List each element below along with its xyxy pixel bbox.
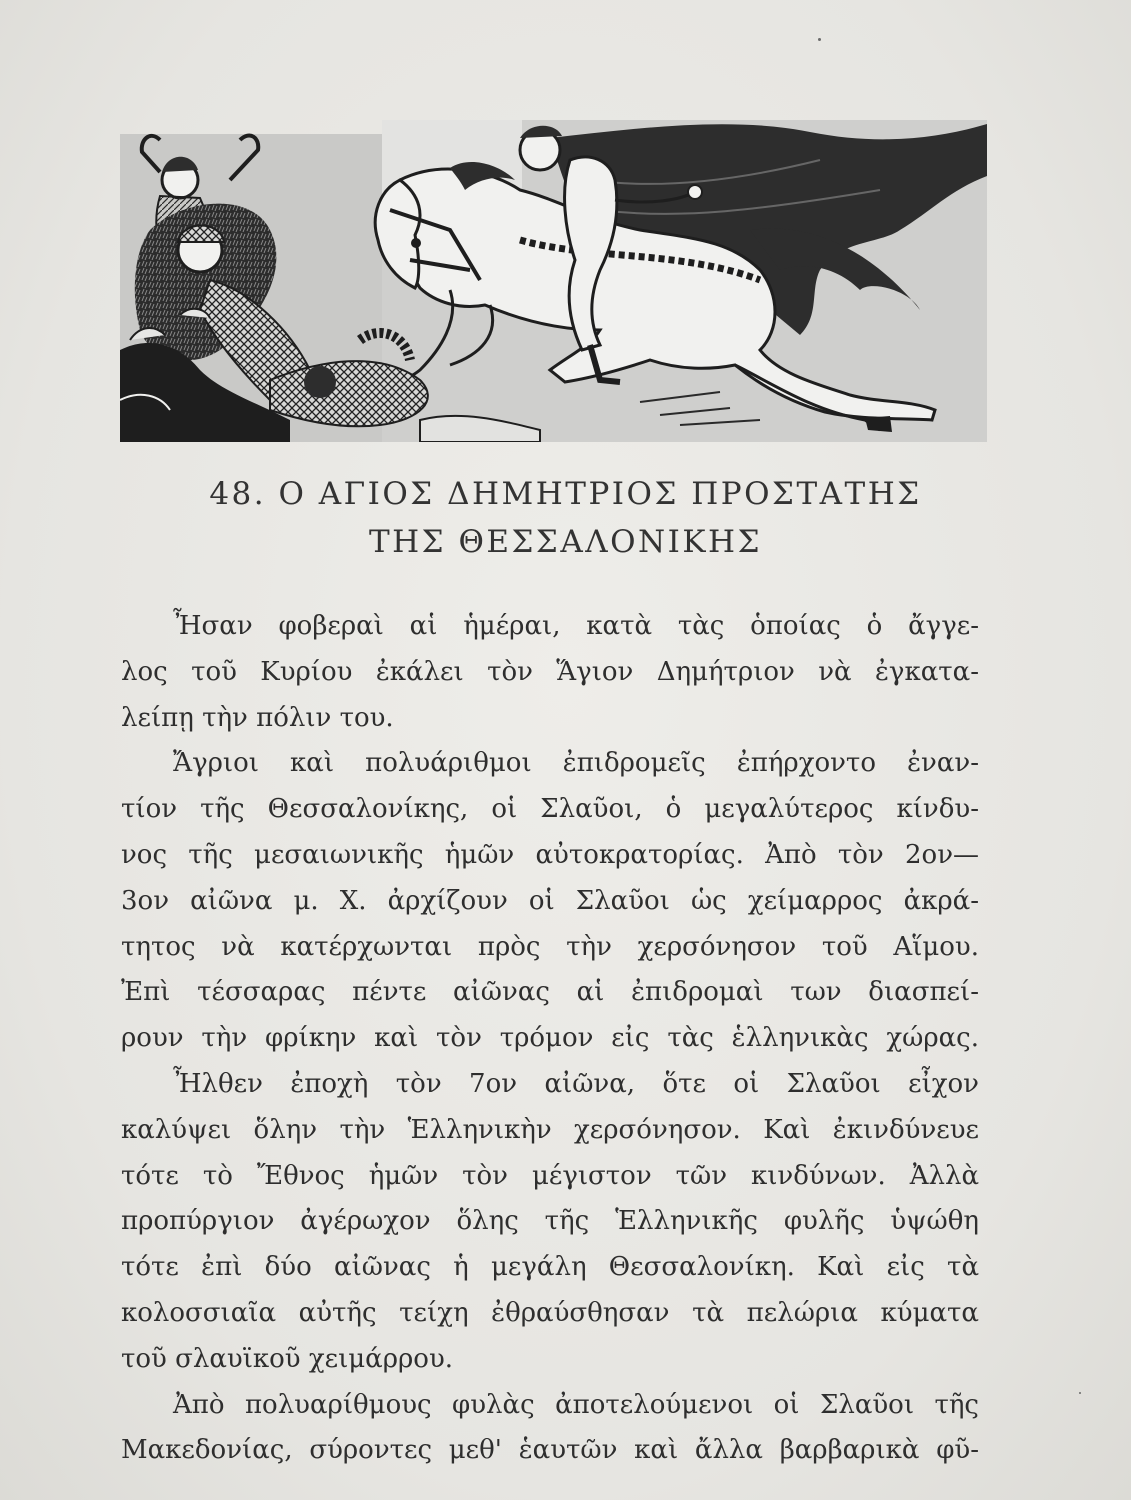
text-line: νος τῆς μεσαιωνικῆς ἡμῶν αὐτοκρατορίας. Ἀπὸ τὸν 2ον— (121, 839, 979, 870)
text-line: τίον τῆς Θεσσαλονίκης, οἱ Σλαῦοι, ὁ μεγαλύτερος κίνδυ- (121, 794, 979, 825)
text-line: κολοσσιαῖα αὐτῆς τείχη ἐθραύσθησαν τὰ πελώρια κύματα (121, 1297, 979, 1328)
chapter-title-line-1: 48. Ο ΑΓΙΟΣ ΔΗΜΗΤΡΙΟΣ ΠΡΟΣΤΑΤΗΣ (209, 476, 922, 512)
chapter-title-line-2: ΤΗΣ ΘΕΣΣΑΛΟΝΙΚΗΣ (368, 524, 763, 560)
text-line: τότε ἐπὶ δύο αἰῶνας ἡ μεγάλη Θεσσαλονίκη. Καὶ εἰς τὰ (121, 1252, 979, 1283)
text-line: τητος νὰ κατέρχωνται πρὸς τὴν χερσόνησον τοῦ Αἵμου. (121, 931, 979, 962)
text-line: προπύργιον ἀγέρωχον ὅλης τῆς Ἑλληνικῆς φυλῆς ὑψώθη (121, 1206, 979, 1237)
paragraph (121, 1383, 979, 1475)
paper-speck (818, 38, 821, 41)
text-line: τότε τὸ Ἔθνος ἡμῶν τὸν μέγιστον τῶν κινδύνων. Ἀλλὰ (121, 1160, 979, 1191)
text-line: λος τοῦ Κυρίου ἐκάλει τὸν Ἅγιον Δημήτριον νὰ ἐγκατα- (121, 656, 979, 687)
text-line: καλύψει ὅλην τὴν Ἑλληνικὴν χερσόνησον. Καὶ ἐκινδύνευε (121, 1114, 979, 1145)
paragraph (121, 1062, 979, 1383)
text-line: Ἐπὶ τέσσαρας πέντε αἰῶνας αἱ ἐπιδρομαὶ των διασπεί- (121, 977, 979, 1008)
paragraph (121, 604, 979, 741)
text-line: 3ον αἰῶνα μ. Χ. ἀρχίζουν οἱ Σλαῦοι ὡς χείμαρρος ἀκρά- (121, 885, 979, 916)
paragraph (121, 741, 979, 1062)
text-line: λείπῃ τὴν πόλιν του. (121, 702, 394, 733)
text-line: Ἄγριοι καὶ πολυάριθμοι ἐπιδρομεῖς ἐπήρχοντο ἐναν- (173, 748, 979, 779)
text-line: ρουν τὴν φρίκην καὶ τὸν τρόμον εἰς τὰς ἑλληνικὰς χώρας. (121, 1023, 979, 1054)
text-line: Ἦλθεν ἐποχὴ τὸν 7ον αἰῶνα, ὅτε οἱ Σλαῦοι εἶχον (173, 1068, 979, 1099)
fallen-warrior (270, 361, 428, 426)
chapter-illustration (120, 120, 987, 442)
text-line: Ἦσαν φοβεραὶ αἱ ἡμέραι, κατὰ τὰς ὁποίας ὁ ἄγγε- (173, 611, 979, 641)
text-line: τοῦ σλαυϊκοῦ χειμάρρου. (121, 1343, 454, 1374)
text-line: Μακεδονίας, σύροντες μεθ' ἑαυτῶν καὶ ἄλλα βαρβαρικὰ φῦ- (121, 1435, 979, 1466)
body-text (121, 604, 979, 1474)
chapter-title (100, 470, 1031, 566)
paper-speck (1079, 1392, 1081, 1394)
text-line: Ἀπὸ πολυαρίθμους φυλὰς ἀποτελούμενοι οἱ Σλαῦοι τῆς (173, 1389, 979, 1420)
